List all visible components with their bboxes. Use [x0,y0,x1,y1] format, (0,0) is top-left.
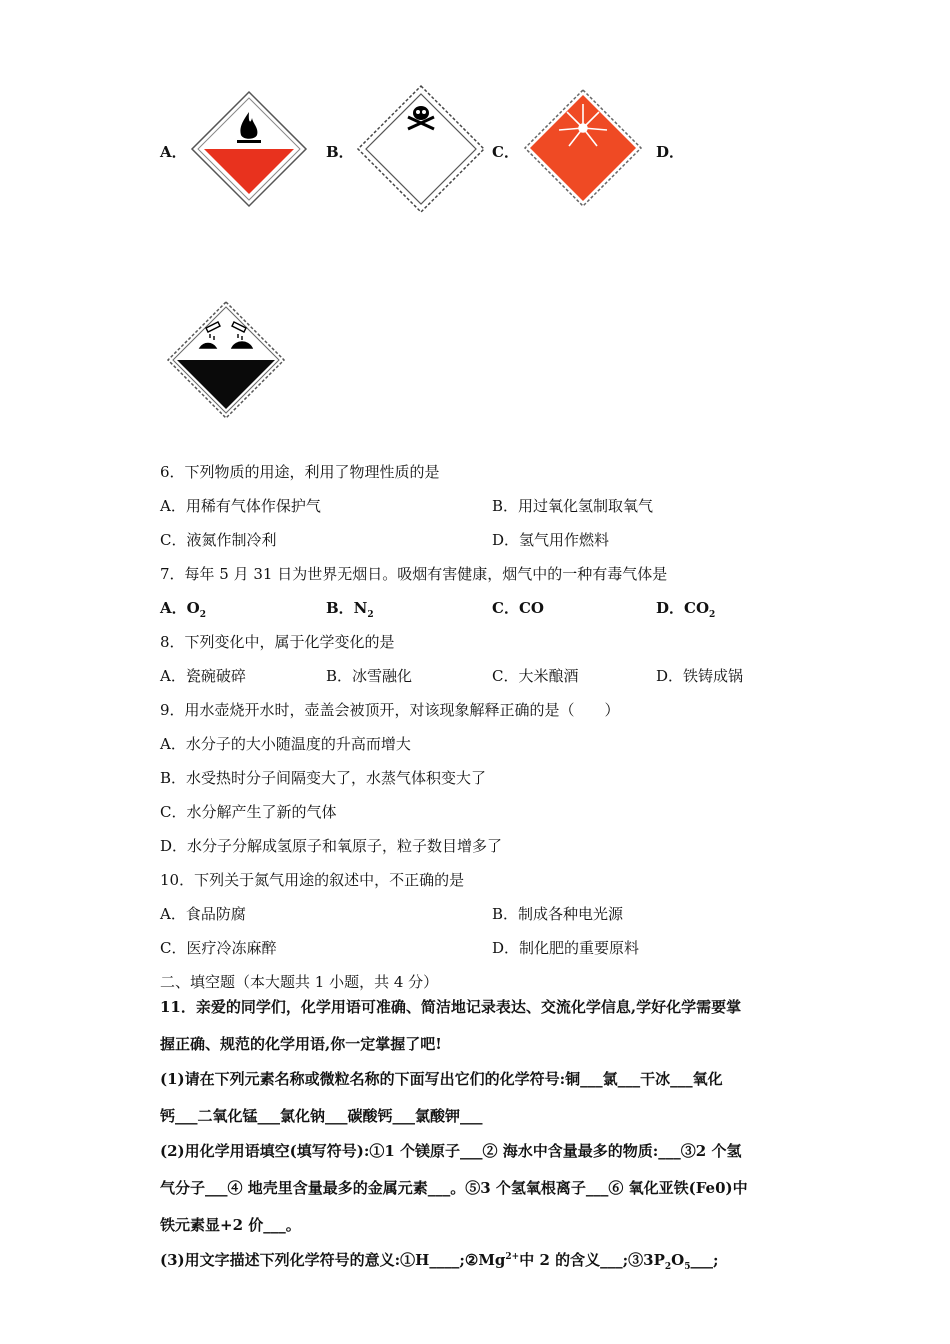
flammable-sign [190,90,308,208]
option-d-label: D． [656,143,685,161]
question-7-option-d: D．$CO_2$ [656,599,716,620]
question-11-line-4: 钙___二氧化锰___氯化钠___碳酸钙___氯酸钾___ [160,1107,483,1125]
corrosive-sign [166,300,286,420]
question-11-line-2: 握正确、规范的化学用语,你一定掌握了吧! [160,1035,442,1053]
question-8-stem: 8．下列变化中，属于化学变化的是 [160,633,395,651]
question-7-option-b: B．$N_2$ [326,599,374,620]
question-8-option-a: A．瓷碗破碎 [160,667,246,685]
question-9-option-b: B．水受热时分子间隔变大了，水蒸气体积变大了 [160,769,487,787]
question-11-line-1: 11．亲爱的同学们，化学用语可准确、简洁地记录表达、交流化学信息,学好化学需要掌 [160,998,742,1016]
question-7-stem: 7．每年 5 月 31 日为世界无烟日。吸烟有害健康，烟气中的一种有毒气体是 [160,565,668,583]
explosive-sign [523,88,643,208]
option-a-label: A． [160,143,187,161]
question-10-option-a: A．食品防腐 [160,905,246,923]
question-7-option-a: A．$O_2$ [160,599,206,620]
question-10-option-b: B．制成各种电光源 [492,905,624,923]
option-b-label: B． [326,143,354,161]
question-8-option-d: D．铁铸成锅 [656,667,744,685]
option-c-label: C． [492,143,519,161]
question-11-line-5: (2)用化学用语填空(填写符号):①1 个镁原子___② 海水中含量最多的物质:___③2 个氢 [160,1142,742,1160]
question-11-line-3: (1)请在下列元素名称或微粒名称的下面写出它们的化学符号:铜___氯___干冰___氧化 [160,1070,723,1088]
question-8-option-b: B．冰雪融化 [326,667,413,685]
toxic-sign [356,84,486,214]
question-7-option-c: C．CO [492,599,544,617]
question-9-stem: 9．用水壶烧开水时，壶盖会被顶开，对该现象解释正确的是（ ） [160,701,620,719]
question-6-option-b: B．用过氧化氢制取氧气 [492,497,654,515]
question-6-option-c: C．液氮作制冷利 [160,531,277,549]
question-6-option-d: D．氢气用作燃料 [492,531,610,549]
question-10-option-d: D．制化肥的重要原料 [492,939,640,957]
question-8-option-c: C．大米酿酒 [492,667,579,685]
question-10-stem: 10．下列关于氮气用途的叙述中，不正确的是 [160,871,465,889]
question-11-line-8: (3)用文字描述下列化学符号的意义$:①H\_\_\_\_;②Mg^{2+}$中 2 的含义$\_\_\_;③3P_2O_5\_\_\_$; [160,1251,719,1272]
question-6-stem: 6．下列物质的用途，利用了物理性质的是 [160,463,440,481]
section-heading: 二、填空题（本大题共 1 小题，共 4 分） [160,973,439,991]
question-10-option-c: C．医疗冷冻麻醉 [160,939,277,957]
question-9-option-c: C．水分解产生了新的气体 [160,803,337,821]
question-11-line-7: 铁元素显+2 价___。 [160,1216,301,1234]
question-9-option-d: D．水分子分解成氢原子和氧原子，粒子数目增多了 [160,837,503,855]
question-9-option-a: A．水分子的大小随温度的升高而增大 [160,735,411,753]
question-11-line-6: 气分子___④ 地壳里含量最多的金属元素___。⑤3 个氢氧根离子___⑥ 氧化亚铁(Fe0)中 [160,1179,748,1197]
question-6-option-a: A．用稀有气体作保护气 [160,497,321,515]
